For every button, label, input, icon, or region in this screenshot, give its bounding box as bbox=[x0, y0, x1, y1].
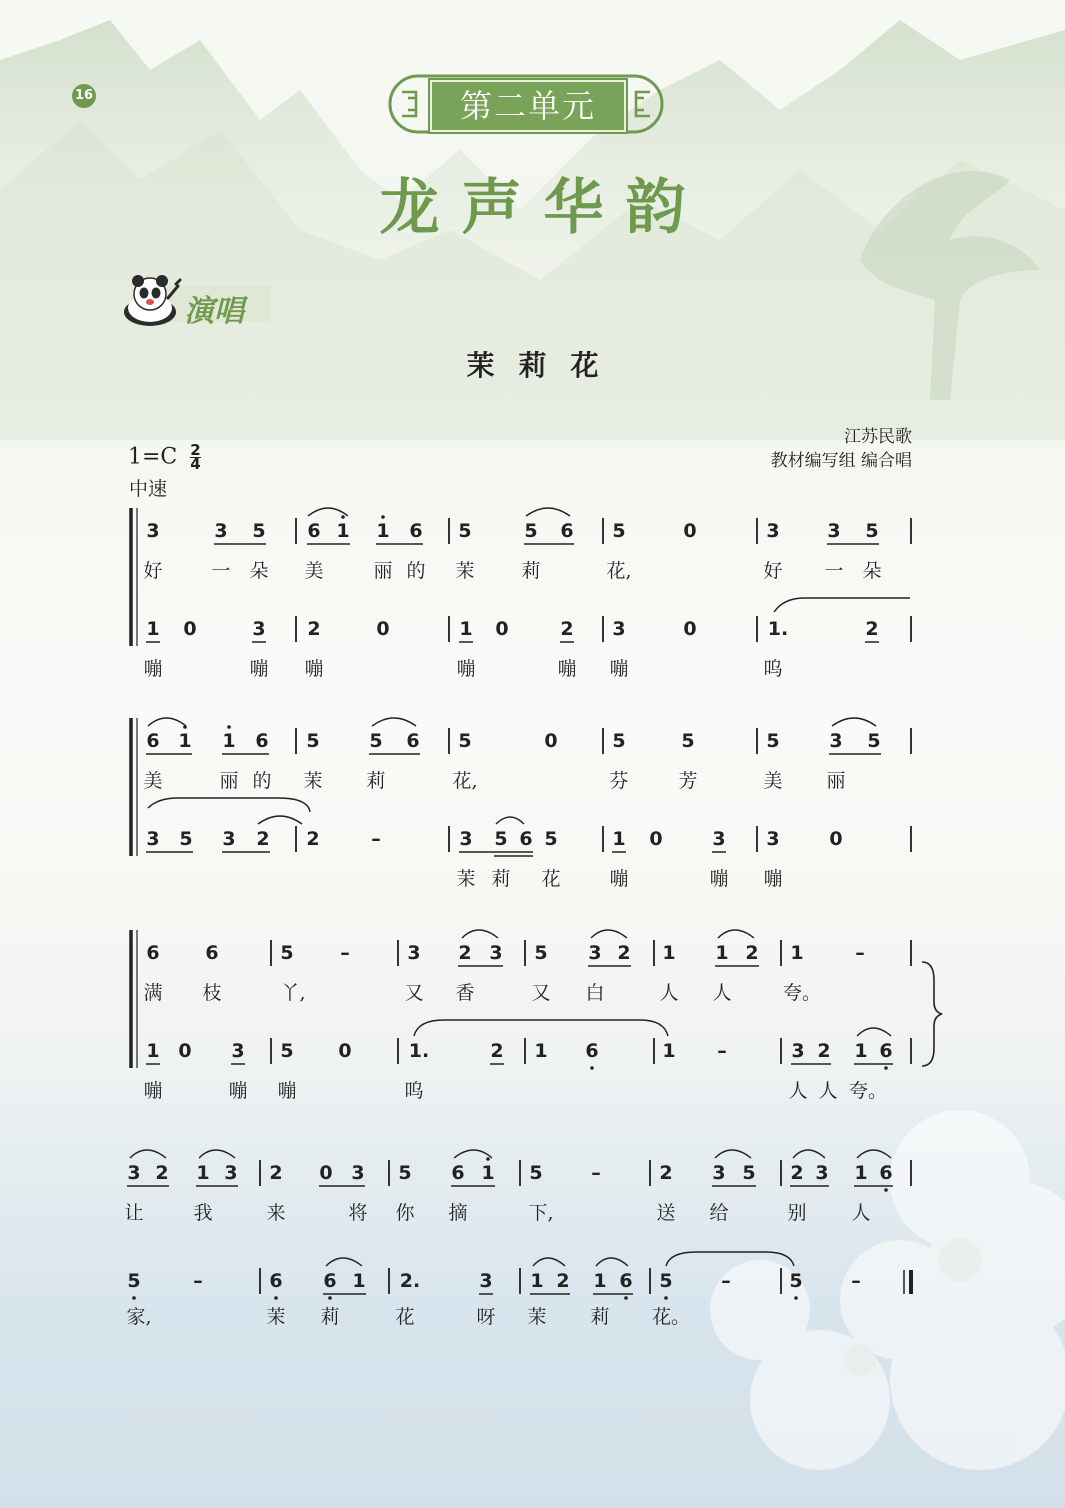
key-label: 1=C bbox=[128, 444, 178, 470]
note: 5 bbox=[659, 1270, 673, 1292]
barline bbox=[602, 518, 604, 544]
note: 6 bbox=[409, 520, 423, 542]
note: 2 bbox=[617, 942, 631, 964]
note: – bbox=[340, 942, 350, 964]
lyric: 呜 bbox=[404, 1080, 424, 1102]
note: 3 bbox=[214, 520, 228, 542]
barline bbox=[756, 826, 758, 852]
note: 0 bbox=[376, 618, 390, 640]
note: – bbox=[193, 1270, 203, 1292]
lyric: 美 bbox=[763, 770, 783, 792]
lyric: 嘣 bbox=[249, 658, 269, 680]
barline bbox=[259, 1160, 261, 1186]
lyric: 花, bbox=[606, 560, 632, 582]
barline bbox=[780, 1160, 782, 1186]
lyric: 嘣 bbox=[609, 658, 629, 680]
note: 1 bbox=[854, 1162, 868, 1184]
note: 1 bbox=[662, 1040, 676, 1062]
note: 3 bbox=[827, 520, 841, 542]
lyric: 嘣 bbox=[456, 658, 476, 680]
lyric: 的 bbox=[252, 770, 272, 792]
barline bbox=[270, 940, 272, 966]
barline bbox=[910, 518, 912, 544]
barline bbox=[397, 940, 399, 966]
time-signature bbox=[190, 441, 201, 473]
note: 5 bbox=[306, 730, 320, 752]
lyric: 一 bbox=[824, 560, 844, 582]
note: 3 bbox=[351, 1162, 365, 1184]
unit-label: 第二单元 bbox=[430, 80, 626, 132]
barline bbox=[910, 940, 912, 966]
lyric: 嘣 bbox=[228, 1080, 248, 1102]
note: 1 bbox=[178, 730, 192, 752]
lyric: 丽 bbox=[373, 560, 393, 582]
tempo-marking: 中速 bbox=[129, 478, 168, 500]
barline bbox=[756, 518, 758, 544]
note: 5 bbox=[280, 1040, 294, 1062]
barline bbox=[602, 728, 604, 754]
barline bbox=[448, 826, 450, 852]
note: 2 bbox=[490, 1040, 504, 1062]
note: 6 bbox=[146, 730, 160, 752]
note: 0 bbox=[338, 1040, 352, 1062]
note: – bbox=[851, 1270, 861, 1292]
page-number: 16 bbox=[72, 84, 96, 108]
lyric: 花。 bbox=[651, 1306, 691, 1328]
lyric: 人 bbox=[818, 1080, 838, 1102]
note: 0 bbox=[829, 828, 843, 850]
lyric: 嘣 bbox=[709, 868, 729, 890]
barline bbox=[602, 826, 604, 852]
lyric: 呀 bbox=[476, 1306, 496, 1328]
note: 1 bbox=[715, 942, 729, 964]
barline bbox=[448, 518, 450, 544]
note: 5 bbox=[766, 730, 780, 752]
note: 3 bbox=[829, 730, 843, 752]
lyric: 嘣 bbox=[763, 868, 783, 890]
note: 0 bbox=[649, 828, 663, 850]
note: 3 bbox=[815, 1162, 829, 1184]
lyric: 别 bbox=[787, 1202, 807, 1224]
note: 6 bbox=[406, 730, 420, 752]
note: 6 bbox=[269, 1270, 283, 1292]
note: 3 bbox=[612, 618, 626, 640]
lyric: 让 bbox=[124, 1202, 144, 1224]
note: 2 bbox=[560, 618, 574, 640]
note: 0 bbox=[178, 1040, 192, 1062]
lyric: 来 bbox=[266, 1202, 286, 1224]
barline bbox=[295, 826, 297, 852]
barline bbox=[295, 616, 297, 642]
barline bbox=[653, 1038, 655, 1064]
lyric: 莉 bbox=[521, 560, 541, 582]
barline bbox=[448, 616, 450, 642]
lyric: 人 bbox=[712, 982, 732, 1004]
note: 5 bbox=[458, 520, 472, 542]
note: 5 bbox=[742, 1162, 756, 1184]
note: 5 bbox=[280, 942, 294, 964]
note: 6 bbox=[879, 1162, 893, 1184]
note: 6 bbox=[205, 942, 219, 964]
note: 5 bbox=[612, 520, 626, 542]
note: 2 bbox=[865, 618, 879, 640]
note: 2 bbox=[817, 1040, 831, 1062]
note: 1 bbox=[612, 828, 626, 850]
lyric: 下, bbox=[528, 1202, 554, 1224]
lyric: 又 bbox=[531, 982, 551, 1004]
note: 0 bbox=[683, 618, 697, 640]
barline bbox=[524, 1038, 526, 1064]
lyric: 丫, bbox=[280, 982, 306, 1004]
note: 6 bbox=[307, 520, 321, 542]
lyric: 白 bbox=[585, 982, 605, 1004]
lyric: 花 bbox=[541, 868, 561, 890]
note: 1 bbox=[376, 520, 390, 542]
note: – bbox=[721, 1270, 731, 1292]
note: 1 bbox=[481, 1162, 495, 1184]
note: 6 bbox=[879, 1040, 893, 1062]
note: 2 bbox=[306, 828, 320, 850]
note: 1 bbox=[196, 1162, 210, 1184]
note: 3 bbox=[146, 828, 160, 850]
lyric: 满 bbox=[143, 982, 163, 1004]
note: 3 bbox=[407, 942, 421, 964]
barline bbox=[910, 728, 912, 754]
note: 3 bbox=[766, 520, 780, 542]
lyric: 花 bbox=[395, 1306, 415, 1328]
note: 6 bbox=[519, 828, 533, 850]
barline bbox=[756, 728, 758, 754]
note: 1 bbox=[854, 1040, 868, 1062]
lyric: 茉 bbox=[266, 1306, 286, 1328]
barline bbox=[397, 1038, 399, 1064]
note: 3 bbox=[489, 942, 503, 964]
note: 2 bbox=[269, 1162, 283, 1184]
lyric: 茉 bbox=[456, 868, 476, 890]
barline bbox=[602, 616, 604, 642]
lyric: 芳 bbox=[678, 770, 698, 792]
note: 3 bbox=[588, 942, 602, 964]
barline bbox=[295, 728, 297, 754]
note: 6 bbox=[560, 520, 574, 542]
note: 1 bbox=[530, 1270, 544, 1292]
note: 2. bbox=[399, 1270, 421, 1292]
note: 5 bbox=[494, 828, 508, 850]
note: 6 bbox=[146, 942, 160, 964]
barline bbox=[448, 728, 450, 754]
lyric: 将 bbox=[348, 1202, 368, 1224]
time-signature-top: 2 bbox=[190, 441, 201, 459]
barline bbox=[259, 1268, 261, 1294]
note: 5 bbox=[179, 828, 193, 850]
slurs bbox=[130, 508, 910, 1266]
lyric: 好 bbox=[763, 560, 783, 582]
note: 5 bbox=[612, 730, 626, 752]
note: 1 bbox=[790, 942, 804, 964]
lyric: 好 bbox=[143, 560, 163, 582]
brace bbox=[922, 962, 942, 1066]
note: 5 bbox=[867, 730, 881, 752]
note: 5 bbox=[529, 1162, 543, 1184]
note: 3 bbox=[791, 1040, 805, 1062]
note: 1 bbox=[534, 1040, 548, 1062]
lyric: 丽 bbox=[219, 770, 239, 792]
note: 2 bbox=[458, 942, 472, 964]
sing-label: 演唱 bbox=[184, 294, 244, 329]
note: 0 bbox=[544, 730, 558, 752]
note: – bbox=[855, 942, 865, 964]
note: 6 bbox=[255, 730, 269, 752]
time-signature-bottom: 4 bbox=[190, 455, 201, 473]
note: 0 bbox=[319, 1162, 333, 1184]
lyric: 人 bbox=[851, 1202, 871, 1224]
note: 2 bbox=[155, 1162, 169, 1184]
note: 1 bbox=[662, 942, 676, 964]
lyric: 莉 bbox=[366, 770, 386, 792]
note: 5 bbox=[681, 730, 695, 752]
lyric: 莉 bbox=[590, 1306, 610, 1328]
note: 5 bbox=[398, 1162, 412, 1184]
lyric: 朵 bbox=[249, 560, 269, 582]
lyric: 嘣 bbox=[277, 1080, 297, 1102]
note: 6 bbox=[585, 1040, 599, 1062]
lyric: 香 bbox=[455, 982, 475, 1004]
note: 0 bbox=[495, 618, 509, 640]
lyric: 嘣 bbox=[143, 658, 163, 680]
note: 3 bbox=[712, 1162, 726, 1184]
panda-icon bbox=[120, 272, 184, 330]
barline bbox=[780, 1268, 782, 1294]
barline bbox=[910, 616, 912, 642]
lyric: 送 bbox=[656, 1202, 676, 1224]
lyric: 美 bbox=[143, 770, 163, 792]
barline bbox=[295, 518, 297, 544]
lyric: 夸。 bbox=[848, 1080, 888, 1102]
note: – bbox=[371, 828, 381, 850]
key-signature bbox=[128, 441, 201, 473]
lyric: 呜 bbox=[763, 658, 783, 680]
note: 1 bbox=[146, 618, 160, 640]
lyric: 芬 bbox=[609, 770, 629, 792]
song-arranger: 教材编写组 编合唱 bbox=[770, 451, 912, 471]
lyric: 你 bbox=[395, 1202, 415, 1224]
note: 1 bbox=[352, 1270, 366, 1292]
lyric: 嘣 bbox=[143, 1080, 163, 1102]
note: 1 bbox=[222, 730, 236, 752]
barline bbox=[653, 940, 655, 966]
note: 2 bbox=[659, 1162, 673, 1184]
barline bbox=[524, 940, 526, 966]
note: – bbox=[591, 1162, 601, 1184]
note: – bbox=[717, 1040, 727, 1062]
note: 5 bbox=[369, 730, 383, 752]
lyric: 我 bbox=[193, 1202, 213, 1224]
note: 1 bbox=[336, 520, 350, 542]
lyric: 茉 bbox=[455, 560, 475, 582]
song-origin: 江苏民歌 bbox=[844, 427, 912, 447]
barline bbox=[388, 1160, 390, 1186]
note: 1 bbox=[146, 1040, 160, 1062]
lyric: 花, bbox=[452, 770, 478, 792]
lyric: 夸。 bbox=[782, 982, 822, 1004]
note: 3 bbox=[459, 828, 473, 850]
lyric: 丽 bbox=[826, 770, 846, 792]
note: 3 bbox=[224, 1162, 238, 1184]
note: 5 bbox=[252, 520, 266, 542]
barline bbox=[756, 616, 758, 642]
note: 6 bbox=[451, 1162, 465, 1184]
barline bbox=[780, 940, 782, 966]
lyric: 嘣 bbox=[557, 658, 577, 680]
lyric: 一 bbox=[211, 560, 231, 582]
lyric: 人 bbox=[659, 982, 679, 1004]
lyric: 嘣 bbox=[304, 658, 324, 680]
song-title: 茉莉花 bbox=[466, 349, 623, 382]
note: 6 bbox=[323, 1270, 337, 1292]
lyric: 人 bbox=[788, 1080, 808, 1102]
barline bbox=[910, 1038, 912, 1064]
note: 1 bbox=[593, 1270, 607, 1292]
barline bbox=[270, 1038, 272, 1064]
lyric: 嘣 bbox=[609, 868, 629, 890]
barline bbox=[519, 1268, 521, 1294]
lyric: 美 bbox=[304, 560, 324, 582]
note: 1 bbox=[459, 618, 473, 640]
lyric: 的 bbox=[406, 560, 426, 582]
note: 3 bbox=[712, 828, 726, 850]
lyric: 莉 bbox=[320, 1306, 340, 1328]
note: 2 bbox=[307, 618, 321, 640]
note: 2 bbox=[745, 942, 759, 964]
note: 3 bbox=[252, 618, 266, 640]
note: 5 bbox=[458, 730, 472, 752]
note: 0 bbox=[683, 520, 697, 542]
note: 5 bbox=[544, 828, 558, 850]
barline bbox=[649, 1268, 651, 1294]
note: 2 bbox=[556, 1270, 570, 1292]
barline bbox=[519, 1160, 521, 1186]
lyric: 茉 bbox=[303, 770, 323, 792]
note: 1. bbox=[767, 618, 789, 640]
lyric: 莉 bbox=[491, 868, 511, 890]
lyric: 家, bbox=[126, 1306, 152, 1328]
note: 1. bbox=[408, 1040, 430, 1062]
lyric: 朵 bbox=[862, 560, 882, 582]
note: 3 bbox=[479, 1270, 493, 1292]
barline bbox=[780, 1038, 782, 1064]
note: 2 bbox=[256, 828, 270, 850]
note: 5 bbox=[524, 520, 538, 542]
lyric: 枝 bbox=[202, 982, 222, 1004]
note: 3 bbox=[231, 1040, 245, 1062]
lyric: 给 bbox=[709, 1202, 729, 1224]
note: 0 bbox=[183, 618, 197, 640]
note: 5 bbox=[865, 520, 879, 542]
note: 3 bbox=[146, 520, 160, 542]
lyric: 茉 bbox=[527, 1306, 547, 1328]
barline bbox=[649, 1160, 651, 1186]
note: 5 bbox=[534, 942, 548, 964]
note: 3 bbox=[222, 828, 236, 850]
barline bbox=[910, 826, 912, 852]
note: 3 bbox=[766, 828, 780, 850]
lyric: 又 bbox=[404, 982, 424, 1004]
note: 6 bbox=[619, 1270, 633, 1292]
note: 5 bbox=[127, 1270, 141, 1292]
note: 5 bbox=[789, 1270, 803, 1292]
unit-title: 龙声华韵 bbox=[379, 173, 708, 243]
lyric: 摘 bbox=[448, 1202, 468, 1224]
barline bbox=[910, 1160, 912, 1186]
note: 3 bbox=[127, 1162, 141, 1184]
barline bbox=[388, 1268, 390, 1294]
note: 2 bbox=[790, 1162, 804, 1184]
